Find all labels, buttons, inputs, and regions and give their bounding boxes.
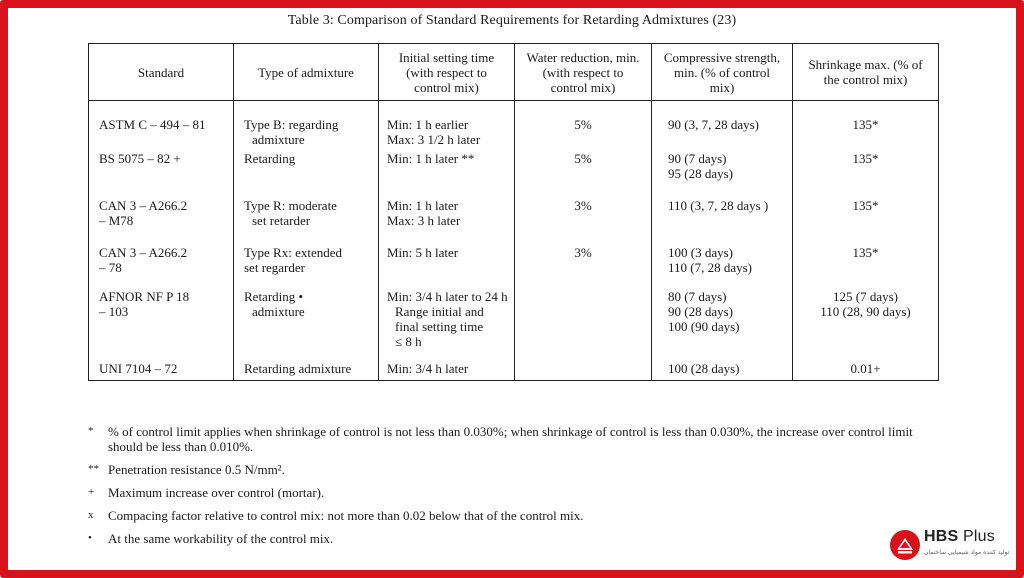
cell-line: 90 (28 days) — [668, 304, 733, 319]
cell-standard — [89, 194, 234, 241]
cell-line: Type B: regarding — [244, 117, 339, 132]
cell-content — [234, 245, 378, 275]
cell-line: ≤ 8 h — [395, 334, 422, 349]
table-row — [89, 194, 939, 241]
cell-type — [234, 147, 379, 194]
cell-content — [379, 151, 514, 166]
cell-line: 110 (28, 90 days) — [820, 304, 911, 319]
footnote-symbol: ** — [88, 463, 99, 475]
table-row — [89, 357, 939, 381]
hbs-plus-logo — [890, 526, 1010, 564]
cell-water — [515, 357, 652, 381]
header-type-label: Type of admixture — [258, 64, 354, 80]
cell-line: 100 (28 days) — [668, 361, 740, 376]
cell-water — [515, 241, 652, 285]
cell-line: 95 (28 days) — [668, 166, 733, 181]
footnote — [88, 462, 928, 477]
cell-setting — [379, 147, 515, 194]
cell-setting — [379, 285, 515, 357]
cell-line: – 103 — [99, 304, 129, 319]
cell-line: Min: 1 h later ** — [387, 151, 475, 166]
cell-water — [515, 285, 652, 357]
comparison-table — [88, 43, 939, 381]
cell-line: final setting time — [395, 319, 484, 334]
footnote-text: Maximum increase over control (mortar). — [108, 485, 325, 500]
cell-line: 125 (7 days) — [833, 289, 898, 304]
logo-suffix: Plus — [958, 528, 995, 545]
cell-line: Retarding admixture — [244, 361, 352, 376]
cell-line: Type Rx: extended — [244, 245, 343, 260]
cell-water — [515, 194, 652, 241]
footnote-symbol: • — [88, 532, 92, 544]
cell-line: 100 (3 days) — [668, 245, 733, 260]
table-row — [89, 101, 939, 148]
cell-content — [515, 198, 651, 213]
cell-setting — [379, 101, 515, 148]
cell-line: Retarding • — [244, 289, 304, 304]
table-header-row — [89, 44, 939, 101]
cell-line: Min: 1 h later — [387, 198, 459, 213]
cell-setting — [379, 194, 515, 241]
cell-shrinkage — [793, 101, 939, 148]
cell-line: 5% — [574, 151, 592, 166]
cell-content — [379, 198, 514, 228]
cell-line: 5% — [574, 117, 592, 132]
cell-compressive — [652, 285, 793, 357]
cell-compressive — [652, 147, 793, 194]
cell-shrinkage — [793, 241, 939, 285]
footnote — [88, 424, 928, 454]
table-row — [89, 285, 939, 357]
header-standard-label: Standard — [137, 64, 185, 80]
cell-content — [379, 289, 514, 349]
cell-line: – 78 — [99, 260, 122, 275]
cell-line: Min: 3/4 h later to 24 h — [387, 289, 508, 304]
cell-content — [793, 117, 938, 132]
cell-line: 110 (7, 28 days) — [668, 260, 753, 275]
cell-setting — [379, 241, 515, 285]
cell-content — [89, 361, 233, 376]
table-body — [89, 101, 939, 381]
footnote — [88, 531, 928, 546]
footnote-symbol: x — [88, 509, 94, 521]
cell-line: AFNOR NF P 18 — [99, 289, 190, 304]
cell-setting — [379, 357, 515, 381]
cell-content — [515, 117, 651, 132]
cell-line: CAN 3 – A266.2 — [99, 245, 188, 260]
header-water-label: Water reduction, min. (with respect to control mix) — [526, 49, 640, 95]
cell-content — [793, 245, 938, 260]
cell-line: CAN 3 – A266.2 — [99, 198, 188, 213]
cell-compressive — [652, 241, 793, 285]
cell-line: Min: 3/4 h later — [387, 361, 469, 376]
cell-line: 135* — [852, 245, 879, 260]
cell-line: Retarding — [244, 151, 296, 166]
cell-content — [234, 117, 378, 147]
cell-water — [515, 147, 652, 194]
footnote-text: Compacing factor relative to control mix: not more than 0.02 below that of the control mix. — [108, 508, 584, 523]
cell-content — [793, 289, 938, 319]
table-title: Table 3: Comparison of Standard Requirements for Retarding Admixtures (23) — [287, 13, 737, 28]
footnotes — [88, 424, 928, 554]
cell-line: UNI 7104 – 72 — [99, 361, 178, 376]
cell-type — [234, 241, 379, 285]
table-row — [89, 241, 939, 285]
cell-type — [234, 285, 379, 357]
cell-content — [652, 117, 792, 132]
cell-line: 135* — [852, 117, 879, 132]
header-shrinkage-label: Shrinkage max. (% of the control mix) — [808, 57, 923, 87]
cell-line: admixture — [252, 304, 305, 319]
header-standard — [89, 44, 234, 101]
logo-wordmark — [924, 528, 995, 546]
cell-content — [379, 117, 514, 147]
logo-swoosh-icon — [890, 530, 920, 560]
cell-line: Range initial and — [395, 304, 484, 319]
cell-line: Type R: moderate — [244, 198, 337, 213]
cell-type — [234, 194, 379, 241]
cell-line: BS 5075 – 82 + — [99, 151, 181, 166]
cell-standard — [89, 147, 234, 194]
cell-content — [89, 117, 233, 132]
header-water — [515, 44, 652, 101]
cell-content — [234, 289, 378, 319]
cell-content — [652, 361, 792, 376]
cell-standard — [89, 241, 234, 285]
comparison-table-wrap — [88, 43, 938, 381]
cell-content — [793, 151, 938, 166]
header-compressive — [652, 44, 793, 101]
cell-shrinkage — [793, 357, 939, 381]
header-setting — [379, 44, 515, 101]
cell-line: admixture — [252, 132, 305, 147]
cell-line: Max: 3 1/2 h later — [387, 132, 481, 147]
cell-content — [652, 151, 792, 181]
footnote-symbol: * — [88, 425, 94, 437]
header-setting-label: Initial setting time (with respect to control mix) — [398, 49, 495, 95]
cell-line: 90 (7 days) — [668, 151, 727, 166]
header-shrinkage — [793, 44, 939, 101]
cell-line: ASTM C – 494 – 81 — [99, 117, 206, 132]
cell-content — [379, 245, 514, 260]
header-type — [234, 44, 379, 101]
cell-line: – M78 — [99, 213, 134, 228]
cell-compressive — [652, 357, 793, 381]
table-row — [89, 147, 939, 194]
cell-line: set retarder — [252, 213, 311, 228]
cell-line: 80 (7 days) — [668, 289, 727, 304]
cell-line: 135* — [852, 151, 879, 166]
header-compressive-label: Compressive strength, min. (% of control mix) — [663, 49, 781, 95]
cell-content — [793, 361, 938, 376]
cell-content — [652, 289, 792, 334]
cell-content — [234, 198, 378, 228]
cell-content — [652, 245, 792, 275]
cell-standard — [89, 285, 234, 357]
cell-shrinkage — [793, 147, 939, 194]
cell-line: 110 (3, 7, 28 days ) — [668, 198, 769, 213]
cell-content — [379, 361, 514, 376]
cell-line: 100 (90 days) — [668, 319, 740, 334]
cell-line: Min: 1 h earlier — [387, 117, 469, 132]
cell-content — [515, 151, 651, 166]
cell-content — [89, 198, 233, 228]
cell-type — [234, 357, 379, 381]
footnote-text: At the same workability of the control mix. — [108, 531, 334, 546]
cell-line: Min: 5 h later — [387, 245, 459, 260]
logo-name: HBS — [924, 528, 959, 545]
cell-water — [515, 101, 652, 148]
cell-line: 3% — [574, 198, 592, 213]
cell-compressive — [652, 194, 793, 241]
cell-line: Max: 3 h later — [387, 213, 461, 228]
logo-mark-icon — [890, 530, 920, 560]
cell-content — [515, 245, 651, 260]
footnote-text: Penetration resistance 0.5 N/mm². — [108, 462, 285, 477]
cell-type — [234, 101, 379, 148]
cell-line: set regarder — [244, 260, 305, 275]
cell-shrinkage — [793, 194, 939, 241]
cell-content — [89, 151, 233, 166]
footnote-symbol: + — [88, 486, 95, 498]
footnote-text: % of control limit applies when shrinkage of control is not less than 0.030%; when shrinkage of control is less than 0.030%, the increase over control limit should be less than 0.010%. — [108, 424, 913, 454]
cell-compressive — [652, 101, 793, 148]
footnote — [88, 485, 928, 500]
cell-content — [234, 361, 378, 376]
cell-content — [793, 198, 938, 213]
cell-line: 3% — [574, 245, 592, 260]
cell-content — [234, 151, 378, 166]
footnote — [88, 508, 928, 523]
cell-line: 90 (3, 7, 28 days) — [668, 117, 759, 132]
cell-line: 135* — [852, 198, 879, 213]
cell-content — [89, 245, 233, 275]
logo-tagline: تولید کننده مواد شیمیایی ساختمان — [924, 549, 1010, 556]
cell-line: 0.01+ — [850, 361, 881, 376]
cell-content — [89, 289, 233, 319]
cell-shrinkage — [793, 285, 939, 357]
cell-standard — [89, 101, 234, 148]
cell-content — [652, 198, 792, 213]
cell-standard — [89, 357, 234, 381]
